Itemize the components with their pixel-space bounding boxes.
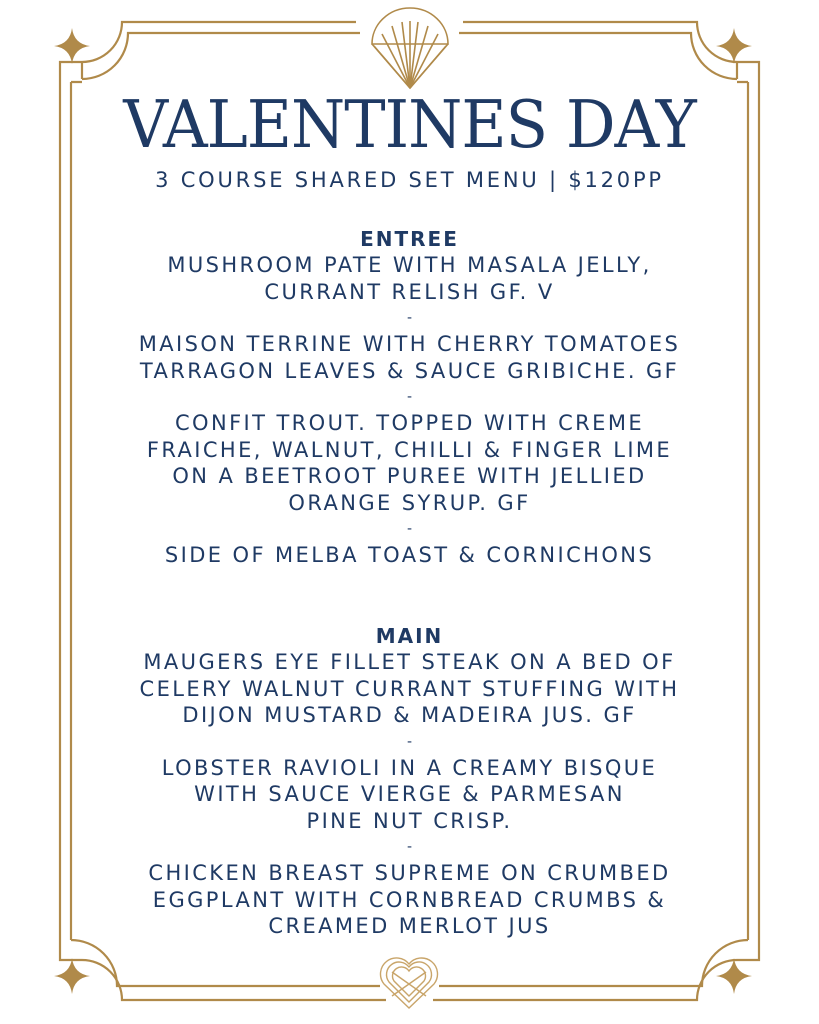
heart-knot-icon [380, 958, 437, 1008]
menu-item: MAUGERS EYE FILLET STEAK ON A BED OF CELERY WALNUT CURRANT STUFFING WITH DIJON MUSTARD & MADEIRA JUS. GF [139, 650, 680, 727]
menu-item: MAISON TERRINE WITH CHERRY TOMATOES TARRAGON LEAVES & SAUCE GRIBICHE. GF [138, 332, 681, 383]
menu-subtitle: 3 COURSE SHARED SET MENU | $120PP [155, 168, 664, 192]
main-heading: MAIN [375, 624, 444, 648]
menu-item: CONFIT TROUT. TOPPED WITH CREME FRAICHE, WALNUT, CHILLI & FINGER LIME ON A BEETROOT PUREE WITH JELLIED ORANGE SYRUP. GF [146, 411, 673, 515]
entree-section [0, 228, 819, 569]
menu-item: SIDE OF MELBA TOAST & CORNICHONS [164, 543, 655, 567]
entree-heading: ENTREE [360, 227, 459, 251]
separator: - [406, 310, 413, 326]
separator: - [406, 839, 413, 855]
menu-item: CHICKEN BREAST SUPREME ON CRUMBED EGGPLANT WITH CORNBREAD CRUMBS & CREAMED MERLOT JUS [148, 861, 671, 938]
sparkle-icon [54, 958, 90, 994]
fan-ornament-icon [372, 8, 448, 88]
sparkle-icon [54, 28, 90, 64]
separator: - [406, 733, 413, 750]
separator: - [406, 521, 413, 537]
menu-item: MUSHROOM PATE WITH MASALA JELLY, CURRANT RELISH GF. V [167, 253, 652, 304]
menu-item: LOBSTER RAVIOLI IN A CREAMY BISQUE WITH SAUCE VIERGE & PARMESAN PINE NUT CRISP. [161, 755, 658, 833]
menu-title: VALENTINES DAY [123, 86, 696, 163]
main-section [0, 625, 819, 940]
separator: - [406, 389, 413, 405]
